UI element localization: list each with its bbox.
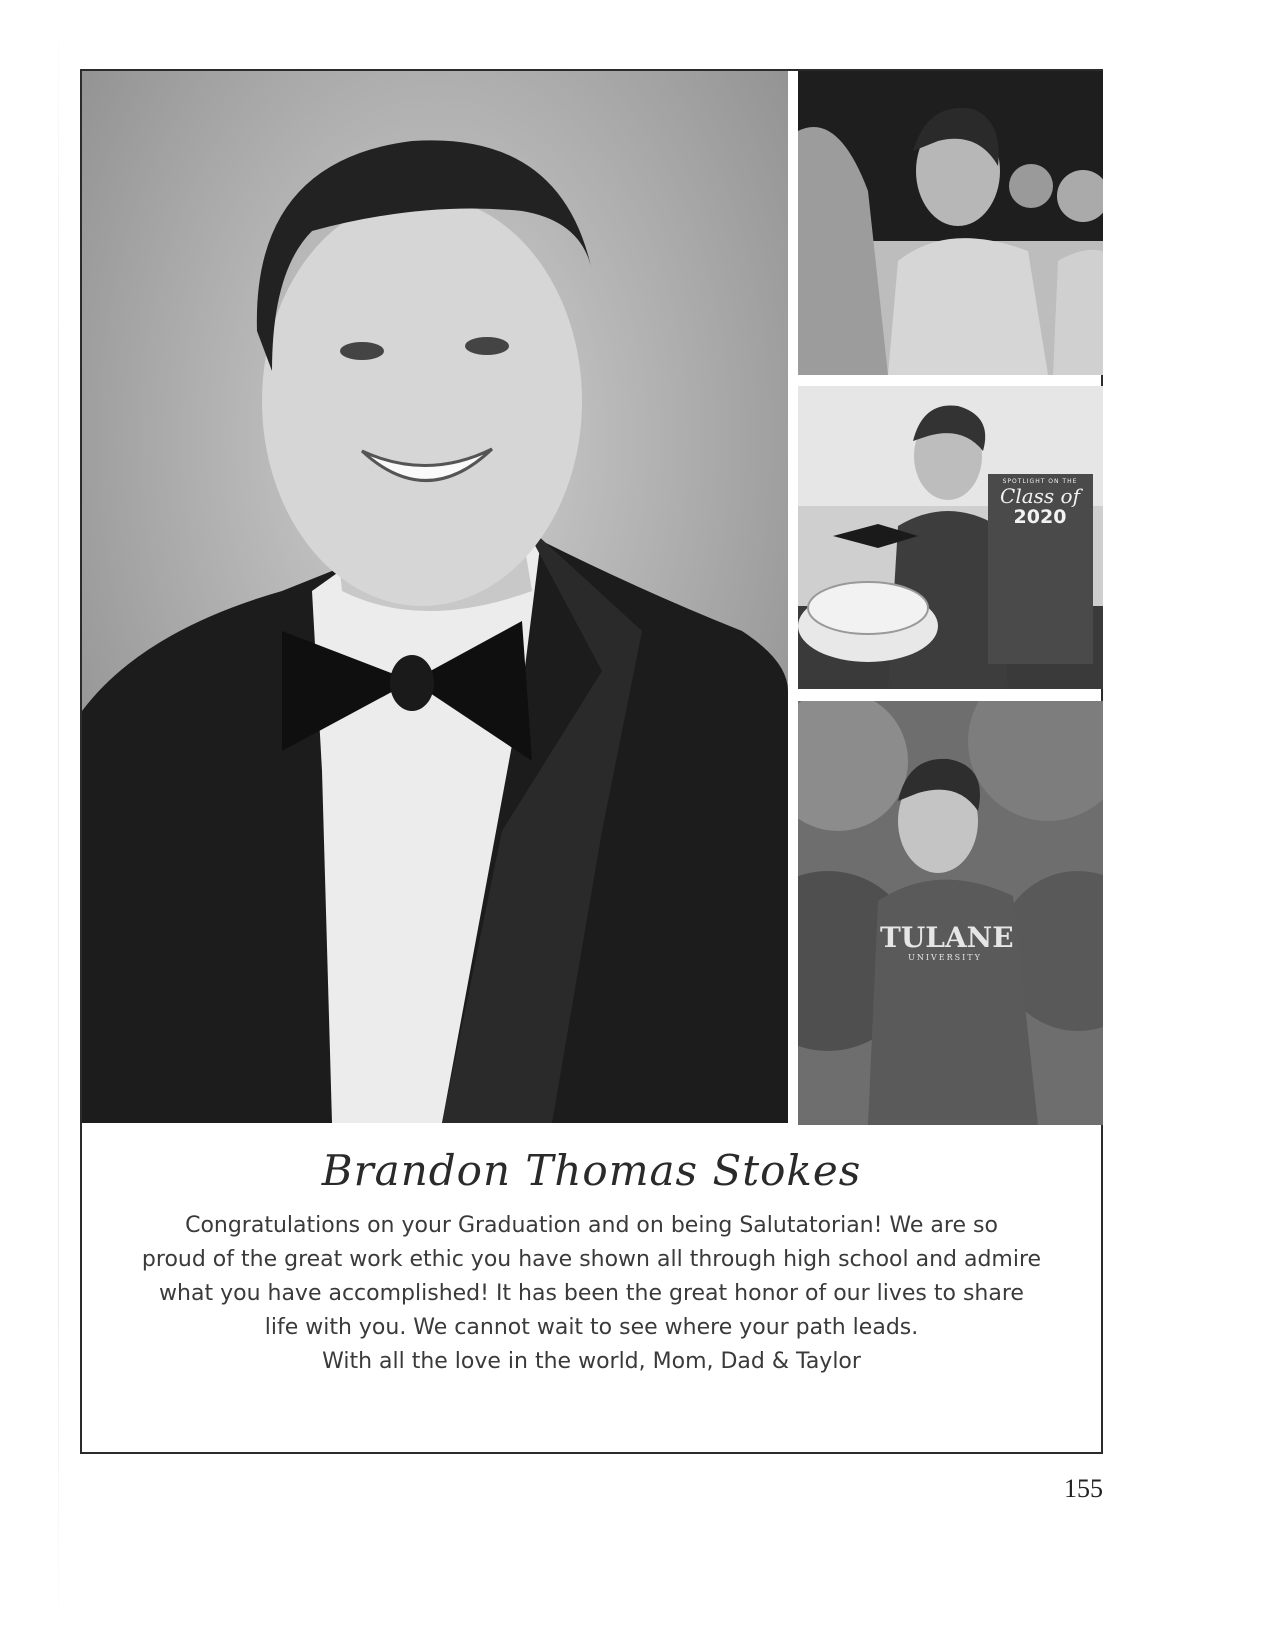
message-line: Congratulations on your Graduation and on being Salutatorian! We are so: [185, 1213, 998, 1238]
shirt-main-text: TULANE: [880, 921, 1014, 954]
graduation-cake-photo: [798, 386, 1103, 689]
shirt-sub-text: UNIVERSITY: [908, 953, 982, 962]
scan-edge-shadow: [58, 0, 59, 1650]
page-number: 155: [1064, 1474, 1103, 1503]
message-line: life with you. We cannot wait to see where your path leads.: [264, 1315, 919, 1340]
university-shirt-photo: [798, 701, 1103, 1125]
tribute-message: [82, 1209, 1101, 1379]
message-signoff: With all the love in the world, Mom, Dad & Taylor: [322, 1349, 861, 1374]
message-line: what you have accomplished! It has been the great honor of our lives to share: [159, 1281, 1024, 1306]
book-year-text: 2020: [1013, 506, 1067, 528]
graduate-name: Brandon Thomas Stokes: [321, 1146, 862, 1195]
shirt-print: [880, 921, 1014, 962]
tribute-caption: [82, 1125, 1101, 1452]
tribute-frame: [80, 69, 1103, 1454]
portrait-photo: [82, 71, 788, 1123]
book-script-text: Class of: [1000, 484, 1080, 508]
message-line: proud of the great work ethic you have shown all through high school and admire: [141, 1247, 1042, 1272]
book-small-text: SPOTLIGHT ON THE: [1002, 478, 1078, 485]
class-book-cover: [986, 478, 1094, 527]
crowd-night-photo: [798, 71, 1103, 375]
